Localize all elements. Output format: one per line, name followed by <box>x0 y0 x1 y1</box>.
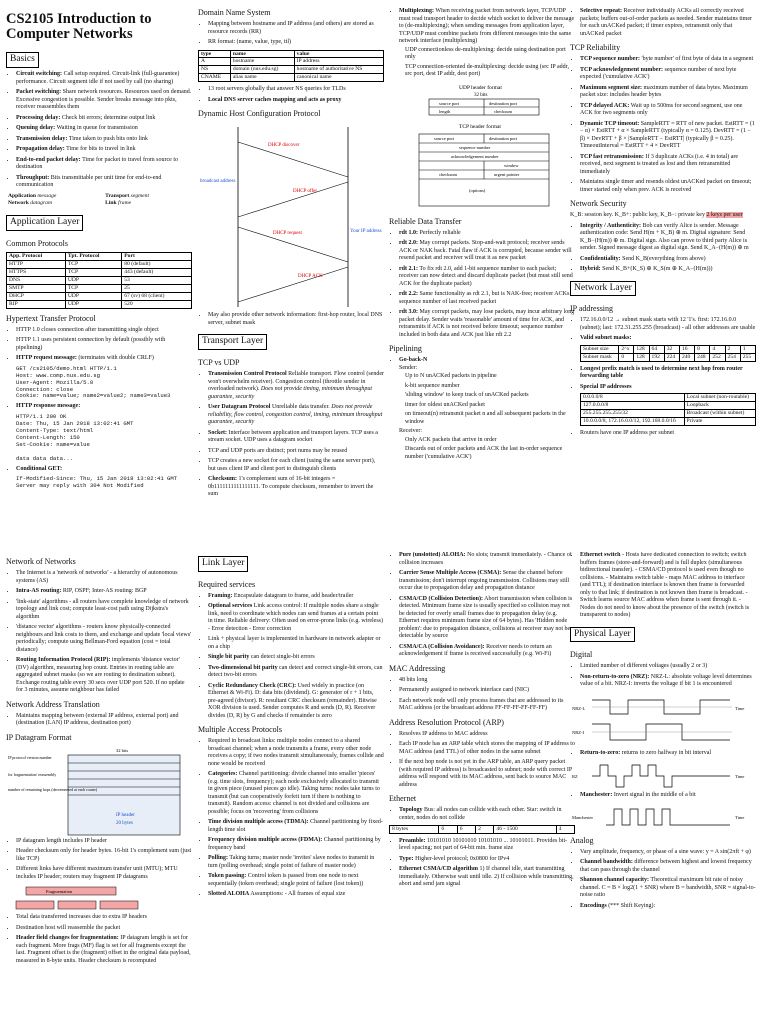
list-item: • rdt 2.0: May corrupt packets. Stop-and-wait protocol; receiver sends ACK or NAK back. Fatal flaw if ACK is corrupted, because sender will resend packet and receiver will treat it as new packet <box>399 240 575 263</box>
switch-list <box>570 552 756 620</box>
udp-bits-label: 32 bits <box>474 92 488 98</box>
list-item: • Frequency division multiple access (FDMA): Channel partitioning by frequency band <box>208 837 384 852</box>
dns-rr-table: type name value A hostname IP address NS domain (nus.edu.sg) hostname of authoritative NS CNAME alias name canonical name <box>198 50 384 83</box>
list-item: • CSMA/CD (Collision Detection): Abort transmission when collision is detected. Minimum frame size is usually specified so collision may not be detected for overly small frames due to propagation delay (e.g. Ethernet requires minimum frame size of 64 bytes). Has 'Hidden node problem': due to propagation distance, collisions at receiver may not be detectable by source <box>399 596 575 641</box>
dhcp-request-label: DHCP request <box>273 231 302 237</box>
tcp-header-title: TCP header format <box>459 123 501 130</box>
list-item: • Routers have one IP address per subnet <box>580 430 756 438</box>
list-item: • Each IP node has an ARP table which stores the mapping of IP address to MAC address (and TTL) of other nodes in the same subnet <box>399 741 575 756</box>
svg-text:Time: Time <box>735 774 745 780</box>
svg-text:Time: Time <box>735 814 745 820</box>
column-1-bottom <box>6 552 192 1022</box>
subheading-multiple-access: Multiple Access Protocols <box>198 725 282 735</box>
list-item: • Each network node will only process frames that are addressed to its MAC address (or the broadcast address FF-FF-FF-FF-FF-FF) <box>399 698 575 713</box>
subheading-ethernet: Ethernet <box>389 794 417 803</box>
subheading-required-services: Required services <box>198 579 256 589</box>
ethernet-details <box>389 838 575 889</box>
table-row: NS domain (nus.edu.sg) hostname of authoritative NS <box>199 66 384 74</box>
svg-text:Manchester: Manchester <box>572 814 593 820</box>
http-request-code: GET /cs2105/demo.html HTTP/1.1 Host: www.comp.nus.edu.sg User-Agent: Mozilla/5.0 Connection: close Cookie: name=value; name2=value2; name3=value3 <box>16 364 171 400</box>
list-item: • Channel bandwidth: difference between highest and lowest frequency that can pass through the channel <box>580 859 756 874</box>
table-row: SMTP TCP 25 <box>7 284 192 292</box>
list-item: • Selective repeat: Receiver individually ACKs all correctly received packets; buffers out-of-order packets as needed. Sender maintains timer for each unACKed packet; if timer expires, retransmit only that unACKed packet <box>580 8 756 38</box>
list-item: TCP connection-oriented de-multiplexing: decide using (src IP addr, src port, dest IP addr, dest port) <box>405 63 569 77</box>
svg-text:number of remaining hops (decr: number of remaining hops (decremented at each router) <box>8 786 98 792</box>
security-list <box>570 223 756 274</box>
list-item: • Time division multiple access (TDMA): Channel partitioning by fixed-length time slot <box>208 819 384 834</box>
list-item: • Carrier Sense Multiple Access (CSMA): Sense the channel before transmission; don't interrupt ongoing transmission. Collisions may still occur due to propagation delay and propagation distance <box>399 570 575 593</box>
svg-text:IP protocol version number: IP protocol version number <box>8 754 52 760</box>
svg-text:NRZ-L: NRZ-L <box>572 705 586 711</box>
list-item: • Preamble: 10101010 10101010 10101010 ... 10101011. Provides bit-level spacing; not part of 64-bit min. frame size <box>399 838 575 853</box>
list-item: • Intra-AS routing: RIP, OSPF; Inter-AS routing: BGP <box>16 588 192 596</box>
svg-text:Time: Time <box>735 705 745 711</box>
list-item: • rdt 2.2: Same functionality as rdt 2.1, but is NAK-free; receiver ACKs sequence number of last received packet <box>399 291 575 306</box>
list-item: • rdt 1.0: Perfectly reliable <box>399 230 575 238</box>
list-item: • Permanently assigned to network interface card (NIC) <box>399 687 575 695</box>
list-item: • Link + physical layer is implemented in hardware in network adapter or on a chip <box>208 636 384 651</box>
list-item: • Manchester: Invert signal in the middle of a bit <box>580 792 756 800</box>
list-item: • Maintains mapping between (external IP address, external port) and (destination (LAN) IP address, destination port) <box>16 713 192 728</box>
list-item: • Slotted ALOHA Assumptions: - All frames of equal size <box>208 891 384 899</box>
subheading-network-of-networks: Network of Networks <box>6 557 76 566</box>
list-item: • Dynamic TCP timeout: SampleRTT = RTT of new packet. EstRTT = (1 − α) × EstRTT + α × SampleRTT (typically α = 0.125). DevRTT = (1 − β) × DevRTT + β × |SampleRTT − EstRTT| (typically β = 0.25). TimeoutInterval = EstRTT + 4 × DevRTT <box>580 121 756 151</box>
subheading-mac-addressing: MAC Addressing <box>389 663 446 673</box>
ip-bits-label: 32 bits <box>116 747 129 753</box>
analog-list <box>570 849 756 911</box>
column-3-bottom <box>389 552 575 1022</box>
table-row: HTTPS TCP 443 (default) <box>7 268 192 276</box>
subheading-http: Hypertext Transfer Protocol <box>6 313 96 323</box>
list-item: • CSMA/CA (Collision Avoidance): Receiver needs to return an acknowledgement if frame is received successfully (e.g. Wi-Fi) <box>399 644 575 659</box>
basics-list <box>6 71 192 190</box>
dhcp-diagram <box>198 122 384 312</box>
document-title: CS2105 Introduction to Computer Networks <box>6 11 152 43</box>
gbn-list <box>389 357 575 461</box>
dhcp-offer-label: DHCP offer <box>293 189 318 195</box>
list-item: • Polling: Taking turns; master node 'invites' slave nodes to transmit in turn (polling overhead; single point of failure of master node) <box>208 855 384 870</box>
ethernet-list <box>389 807 575 822</box>
table-row: RIP UDP 520 <box>7 300 192 308</box>
section-application-layer: Application Layer <box>6 215 83 231</box>
table-row: 255.255.255.255/32 Broadcast (within subnet) <box>581 410 756 418</box>
dns-list <box>198 21 384 47</box>
list-item: • IP datagram length includes IP header <box>16 838 192 846</box>
subheading-pipelining: Pipelining <box>389 344 422 353</box>
list-item: • Resolves IP address to MAC address <box>399 731 575 739</box>
list-item: • User Datagram Protocol Unreliable data transfer. Does not provide reliability, flow control, congestion control, timing, minimum throughput guarantee, security <box>208 404 384 427</box>
special-ip-table <box>580 393 756 426</box>
table-row: HTTP TCP 80 (default) <box>7 260 192 268</box>
table-row: 10.0.0.0/8, 172.16.0.0/12, 192.168.0.0/16 Private <box>581 418 756 426</box>
list-item: • Special IP addresses 0.0.0.0/8 Local subnet (non-routable) 127.0.0.0/8 Loopback 255.255.255.255/32 Broadcast (within subnet) 10.0.0.0/8, 172.16.0.0/12, 192.168.0.0/16 Private <box>580 384 756 426</box>
list-item: • Longest prefix match is used to determine next hop from router forwarding table <box>580 366 756 381</box>
list-item: • Valid subnet masks: Subnet size 2^x 128 64 32 16 8 4 2 1 Subnet mask 0 128 192 224 240 248 252 254 255 <box>580 335 756 361</box>
nat-list <box>6 713 192 728</box>
svg-text:RZ: RZ <box>572 774 578 780</box>
list-item: • Mapping between hostname and IP address (and others) are stored as resource records (RR) <box>208 21 384 36</box>
list-item: • If the next hop node is not yet in the ARP table, an ARP query packet (with required IP address) is broadcasted to subnet; node with correct IP address will respond with its MAC address, sent back to source MAC address <box>399 759 575 789</box>
manchester-list <box>570 792 756 800</box>
svg-text:window: window <box>504 162 519 168</box>
column-3-top <box>389 8 575 504</box>
keys-note: 2 keys per user <box>706 212 743 218</box>
list-item: • Non-return-to-zero (NRZ): NRZ-L: absolute voltage level determines value of a bit. NRZ-I: inverts the voltage if bit 1 is encountered <box>580 674 756 689</box>
svg-text:for fragmentation/ reassembly: for fragmentation/ reassembly <box>8 771 57 777</box>
list-item: • The Internet is a 'network of networks' - a hierarchy of autonomous systems (AS) <box>16 570 192 585</box>
subheading-dns: Domain Name System <box>198 8 271 17</box>
subheading-ip-datagram: IP Datagram Format <box>6 732 72 742</box>
selective-repeat <box>570 8 756 38</box>
svg-text:checksum: checksum <box>494 108 512 114</box>
dns-notes <box>198 86 384 104</box>
udp-header-title: UDP header format <box>459 84 502 91</box>
list-item: • TCP acknowledgement number: sequence number of next byte expected ('cumulative ACK') <box>580 67 756 82</box>
manchester-waveform <box>570 803 756 831</box>
svg-text:IP header: IP header <box>116 812 135 818</box>
list-item: • Hybrid: Send K_B+(K_S) ⊕ K_S(m ⊕ K_A−(H(m))) <box>580 266 756 274</box>
list-item: • Cyclic Redundancy Check (CRC): Used widely in practice (on Ethernet & Wi-Fi). D: data bits (dividend). G: generator of r + 1 bits, pre-agreed (divisor). R: resultant CRC checksum (remainder). Bitwise XOR division is used. Sender computes R and sends (D, R). Receiver divides (D, R) by G and checks if remainder is zero <box>208 683 384 721</box>
list-item: • Type: Higher-level protocol; 0x0800 for IPv4 <box>399 856 575 864</box>
dhcp-discover-label: DHCP discover <box>268 143 300 149</box>
column-4-top <box>570 8 756 504</box>
list-item: • TCP creates a new socket for each client (using the same server port), but uses client IP and client port to distinguish clients <box>208 458 384 473</box>
subheading-digital: Digital <box>570 650 593 660</box>
list-item: • TCP fast retransmission: If 3 duplicate ACKs (i.e. 4 in total) are received, next segment is treated as lost and then retransmitted immediately <box>580 154 756 177</box>
fragmentation-diagram <box>6 884 192 914</box>
list-item: • Go-back-N Sender: Up to N unACKed packets in pipeline k-bit sequence number 'sliding window' to keep track of unACKed packets timer for oldest unACKed packet on timeout(n) retransmit packet n and all subsequent packets in the window Receiver: Only ACK packets that arrive in order Discards out of order packets and ACK the last in-order sequence number ('cumulative ACK') <box>399 357 575 461</box>
list-item: • Vary amplitude, frequency, or phase of a sine wave: y = A sin(2πft + φ) <box>580 849 756 857</box>
subheading-common-protocols: Common Protocols <box>6 238 69 248</box>
list-item: • HTTP 1.0 closes connection after transmitting single object <box>16 327 192 335</box>
list-item: • 172.16.0.0/12 → subnet mask starts with 12 '1's. first: 172.16.0.0 (subnet); last: 172.31.255.255 (broadcast) - all other addresses are usable <box>580 317 756 332</box>
mux-list <box>389 8 575 79</box>
list-item: • Transmission delay: Time taken to push bits onto link <box>16 136 192 144</box>
layer-units-table: Application message Transport segment Network datagram Link frame <box>8 192 150 206</box>
list-item: • Optional services Link access control: If multiple nodes share a single link, need to coordinate which nodes can send frames at a certain point in time. Reliable delivery: Often used on error-prone links (e.g. wireless) - Error detection - Error correction <box>208 603 384 633</box>
ip-datagram-list <box>6 838 192 882</box>
column-2-bottom <box>198 552 384 1022</box>
table-row: DHCP UDP 67 (sv) 68 (client) <box>7 292 192 300</box>
nets-list <box>6 570 192 695</box>
rz-list <box>570 750 756 758</box>
list-item: • Maximum segment size: maximum number of data bytes. Maximum packet size: includes header bytes <box>580 85 756 100</box>
list-item: • Return-to-zero: returns to zero halfway in bit interval <box>580 750 756 758</box>
dhcp-broadcast-label: broadcast address <box>200 179 236 185</box>
subheading-rdt: Reliable Data Transfer <box>389 216 462 226</box>
list-item: • Throughput: Bits transmittable per unit time for end-to-end communication <box>16 175 192 190</box>
subheading-network-security: Network Security <box>570 199 627 208</box>
subheading-tcp-reliability: TCP Reliability <box>570 43 621 52</box>
ip-datagram-diagram <box>6 746 192 838</box>
list-item: • HTTP 1.1 uses persistent connection by default (possibly with pipelining) <box>16 337 192 352</box>
list-item: • rdt 2.1: To fix rdt 2.0, add 1-bit sequence number to each packet; receiver can now detect and discard duplicate packet (but must still send ACK for the duplicate packet) <box>399 266 575 289</box>
list-item: • Integrity / Authenticity: Bob can verify Alice is sender. Message authentication code: Send H(m + K_B) ⊕ m. Digital signature: Send K_B−(H(m)) ⊕ m. Digital sign. Also can prove to third party Alice is sender. Signed message digest as digital sign. Send K_A−(H(m)) ⊕ m <box>580 223 756 253</box>
svg-text:source port: source port <box>439 100 460 106</box>
section-transport-layer: Transport Layer <box>198 334 267 350</box>
svg-text:20 bytes: 20 bytes <box>116 820 133 826</box>
keys-text: K_B: session key. K_B+: public key, K_B−: private key 2 keys per user <box>570 212 743 218</box>
list-item: • TCP sequence number: 'byte number' of first byte of data in a segment <box>580 56 756 64</box>
list-item: • Ethernet CSMA/CD algorithm 1) If channel idle, start transmitting immediately. Otherwise wait until idle. 2) If collision while transmitting, abort and send jam signal <box>399 866 575 889</box>
list-item: • Limited number of different voltages (usually 2 or 3) <box>580 663 756 671</box>
section-basics: Basics <box>6 52 39 68</box>
svg-text:NRZ-I: NRZ-I <box>572 729 584 735</box>
svg-text:acknowledgement number: acknowledgement number <box>451 153 499 159</box>
transport-list <box>198 371 384 499</box>
list-item: • Socket: Interface between application and transport layers. TCP uses a stream socket. UDP uses a datagram socket <box>208 430 384 445</box>
table-row: 127.0.0.0/8 Loopback <box>581 402 756 410</box>
list-item: • HTTP response message: HTTP/1.1 200 OK Date: Thu, 15 Jan 2018 13:02:41 GMT Content-Type: text/html Content-Length: 150 Set-Cookie: name=value data data data... <box>16 403 192 461</box>
list-item: UDP connectionless de-multiplexing: decide using destination port only <box>405 46 566 60</box>
link-list <box>198 593 384 721</box>
list-item: • Encodings (*** Shift Keying): <box>580 903 756 911</box>
list-item: • Total data transferred increases due to extra IP headers <box>16 914 192 922</box>
http-response-code: HTTP/1.1 200 OK Date: Thu, 15 Jan 2018 13:02:41 GMT Content-Type: text/html Content-Length: 150 Set-Cookie: name=value data data data... <box>16 412 134 462</box>
table-row: CNAME alias name canonical name <box>199 74 384 82</box>
svg-text:Fragmentation: Fragmentation <box>46 889 73 894</box>
list-item: • Routing Information Protocol (RIP): implements 'distance vector' (DV) algorithm, measuring hop count. Entries in routing table are aggregated subnet masks (so we are routing to destination subnet). Exchange routing table every 30 secs over UDP port 520. If no update for 3 minutes, assume neighbour has failed <box>16 657 192 695</box>
list-item: • End-to-end packet delay: Time for packet to travel from source to destination <box>16 157 192 172</box>
rdt-list <box>389 230 575 340</box>
list-item: • 48 bits long <box>399 677 575 685</box>
section-network-layer: Network Layer <box>570 281 636 297</box>
fragmentation-list <box>6 914 192 965</box>
section-link-layer: Link Layer <box>198 556 248 572</box>
list-item: • 'distance vector' algorithms - routers know physically-connected neighbours and link costs to them, and exchange and update 'local views' periodically; compute using Bellman-Ford equation (cost = total distance) <box>16 624 192 654</box>
list-item: • Packet switching: Share network resources. Resources used on demand. Excessive congestion is possible. Sender breaks message into pkts, receiver reassembles them <box>16 89 192 112</box>
list-item: • RR format: (name, value, type, ttl) <box>208 39 384 47</box>
nrz-waveform <box>570 692 756 750</box>
list-item: • TCP delayed ACK: Wait up to 500ms for second segment, use one ACK for two segments only <box>580 103 756 118</box>
mac-address-list <box>389 677 575 713</box>
list-item: • Destination host will reassemble the packet <box>16 925 192 933</box>
svg-text:destination port: destination port <box>489 135 518 141</box>
subheading-arp: Address Resolution Protocol (ARP) <box>389 717 504 727</box>
list-item: • Categories: Channel partitioning: divide channel into smaller 'pieces' (e.g. time slots, frequency); each node exclusively allocated to transmit in given piece (unused pieces go idle). Taking turns: nodes take turns to transmit (but can cooperatively forfeit turn if there is nothing to transmit). Random access: channel is not divided and collisions are possible; focus on 'recovering' from collisions <box>208 771 384 816</box>
list-item: • HTTP request message: (terminates with double CRLF) GET /cs2105/demo.html HTTP/1.1 Host: www.comp.nus.edu.sg User-Agent: Mozilla/5.0 Connection: close Cookie: name=value; name2=value2; name3=value3 <box>16 355 192 399</box>
header-format-diagram <box>389 82 575 212</box>
list-item: • Pure (unslotted) ALOHA: No slots; transmit immediately. - Chance of collision increases <box>399 552 575 567</box>
ip-list <box>570 317 756 437</box>
conditional-get-code: If-Modified-Since: Thu, 15 Jan 2018 13:02:41 GMT Server may reply with 304 Not Modified <box>16 475 178 490</box>
list-item: • Header field changes for fragmentation: IP datagram length is set for each fragment. More frags (MF) flag is set for all fragments except the last. Fragment offset is the (fragment) offset in the original data payload, measured in 8-byte units. Header checksum is recomputed <box>16 935 192 965</box>
section-physical-layer: Physical Layer <box>570 627 635 643</box>
http-list <box>6 327 192 490</box>
list-item: • Token passing: Control token is passed from one node to next sequentially (token overhead; single point of failure (lost token)) <box>208 873 384 888</box>
list-item: • Checksum: 1's complement sum of 16-bit integers = 0b1111111111111111. To compute checksum, remember to invert the sum <box>208 476 384 499</box>
list-item: • TCP and UDP ports are distinct; port nums may be reused <box>208 448 384 456</box>
list-item: • 'link-state' algorithms - all routers have complete knowledge of network topology and link cost; compute least-cost path using Dijkstra's algorithm <box>16 599 192 622</box>
list-item: • Propagation delay: Time for bits to travel in link <box>16 146 192 154</box>
list-item: • May also provide other network information: first-hop router, local DNS server, subnet mask <box>208 312 384 327</box>
subheading-dhcp: Dynamic Host Configuration Protocol <box>198 109 321 119</box>
list-item: • Header checksum only for header bytes. 16-bit 1's complement sum (just like TCP) <box>16 848 192 863</box>
table-row: A hostname IP address <box>199 58 384 66</box>
multiple-access-list <box>198 738 384 899</box>
subheading-ip-addressing: IP addressing <box>570 304 614 314</box>
rz-waveform <box>570 760 756 792</box>
subheading-analog: Analog <box>570 835 594 845</box>
column-2-top <box>198 8 384 504</box>
svg-text:source port: source port <box>434 135 455 141</box>
svg-text:(options): (options) <box>469 187 486 193</box>
list-item: • Topology Bus: all nodes can collide with each other. Star: switch in center, nodes do not collide <box>399 807 575 822</box>
list-item: • Confidentiality: Send K_B(everything from above) <box>580 256 756 264</box>
tcp-reliability-list <box>570 56 756 194</box>
list-item: • Different links have different maximum transfer unit (MTU); MTU includes IP header; routers may fragment IP datagrams <box>16 866 192 881</box>
list-item: • Framing: Encapsulate datagram to frame, add header/trailer <box>208 593 384 601</box>
svg-text:checksum: checksum <box>439 171 457 177</box>
list-item: • Conditional GET: If-Modified-Since: Thu, 15 Jan 2018 13:02:41 GMT Server may reply with 304 Not Modified <box>16 466 192 489</box>
arp-list <box>389 731 575 790</box>
list-item: • Circuit switching: Call setup required. Circuit-link (full-guarantee) performance. Circuit segment idle if not used by call (no sharing) <box>16 71 192 86</box>
svg-text:destination port: destination port <box>489 100 518 106</box>
column-1-top <box>6 8 192 504</box>
ethernet-frame-table: 8 bytes 6 6 2 46 - 1500 4 <box>389 825 575 834</box>
list-item: • Multiplexing: When receiving packet from network layer, TCP/UDP must read transport header to decide which socket to deliver the message to (de-multiplexing); when sending messages from application layer, TCP/UDP must combine packets from different messages into the same network interface (multiplexing) UDP connectionless de-multiplexing: decide using destination port only TCP connection-oriented de-multiplexing: decide using (src IP addr, src port, dest IP addr, dest port) <box>399 8 575 79</box>
list-item: • Single bit parity can detect single-bit errors <box>208 654 384 662</box>
dhcp-ack-label: DHCP ACK <box>298 274 323 280</box>
subheading-nat: Network Address Translation <box>6 699 100 709</box>
dhcp-notes <box>198 312 384 327</box>
aloha-list <box>389 552 575 659</box>
list-item: • Maintains single timer and resends oldest unACKed packet on timeout; timer started only when prev. ACK is received <box>580 179 756 194</box>
dhcp-yourip-label: Your IP address <box>350 229 382 235</box>
list-item: • Ethernet switch - Hosts have dedicated connection to switch; switch buffers frames (store-and-forward) and is full duplex (simultaneous bidirectional transfer). - CSMA/CD protocol is used even though no collisions. - Maintains switch table - maps MAC address to interface (and TTL); if destination interface is known then frame is forwarded only to that link; if destination is not known then frame is broadcast. - Switch learns source MAC address when frame is sent through it. - Nodes do not need to know about the presence of the switch (switch is transparent to nodes) <box>580 552 756 620</box>
protocol-table: App. Protocol Tpt. Protocol Port HTTP TCP 80 (default) HTTPS TCP 443 (default) DNS UDP 53 SMTP TCP 25 DHCP UDP 67 (sv) 68 (client) RIP UDP 520 <box>6 252 192 309</box>
digital-list <box>570 663 756 689</box>
list-item: • Two-dimensional bit parity can detect and correct single-bit errors, can detect two-bit errors <box>208 665 384 680</box>
svg-text:length: length <box>439 108 451 114</box>
list-item: • Processing delay: Check bit errors; determine output link <box>16 115 192 123</box>
column-4-bottom <box>570 552 756 1022</box>
list-item: • Shannon channel capacity: Theoretical maximum bit rate of noisy channel. C = B × log2(1 + SNR) where B = bandwidth, SNR = signal-to-noise ratio <box>580 877 756 900</box>
svg-text:urgent pointer: urgent pointer <box>494 171 520 177</box>
subheading-tcp-vs-udp: TCP vs UDP <box>198 358 240 368</box>
list-item: • Transmission Control Protocol Reliable transport. Flow control (sender won't overwhelm receiver). Congestion control (throttle sender in overloaded network). Does not provide timing, minimum throughput guarantee, security <box>208 371 384 401</box>
list-item: • Required in broadcast links: multiple nodes connect to a shared broadcast channel; when a node transmits a frame, every other node receives a copy; if two nodes transmit simultaneously, frames collide and none would be received <box>208 738 384 768</box>
subnet-mask-table: Subnet size 2^x 128 64 32 16 8 4 2 1 Subnet mask 0 128 192 224 240 248 252 254 255 <box>580 345 756 362</box>
svg-text:sequence number: sequence number <box>459 144 491 150</box>
list-item: • Queuing delay: Waiting in queue for transmission <box>16 125 192 133</box>
table-row: 0.0.0.0/8 Local subnet (non-routable) <box>581 394 756 402</box>
table-row: DNS UDP 53 <box>7 276 192 284</box>
list-item: • rdt 3.0: May corrupt packets, may lose packets, may incur arbitrary long packet delay. Sender waits 'reasonable' amount of time for ACK, and retransmits if ACK is not received before timeout; sequence number included in both data and ACK just like rdt 2.2 <box>399 309 575 339</box>
list-item: • 13 root servers globally that answer NS queries for TLDs <box>208 86 384 94</box>
list-item: • Local DNS server caches mapping and acts as proxy <box>208 97 384 105</box>
